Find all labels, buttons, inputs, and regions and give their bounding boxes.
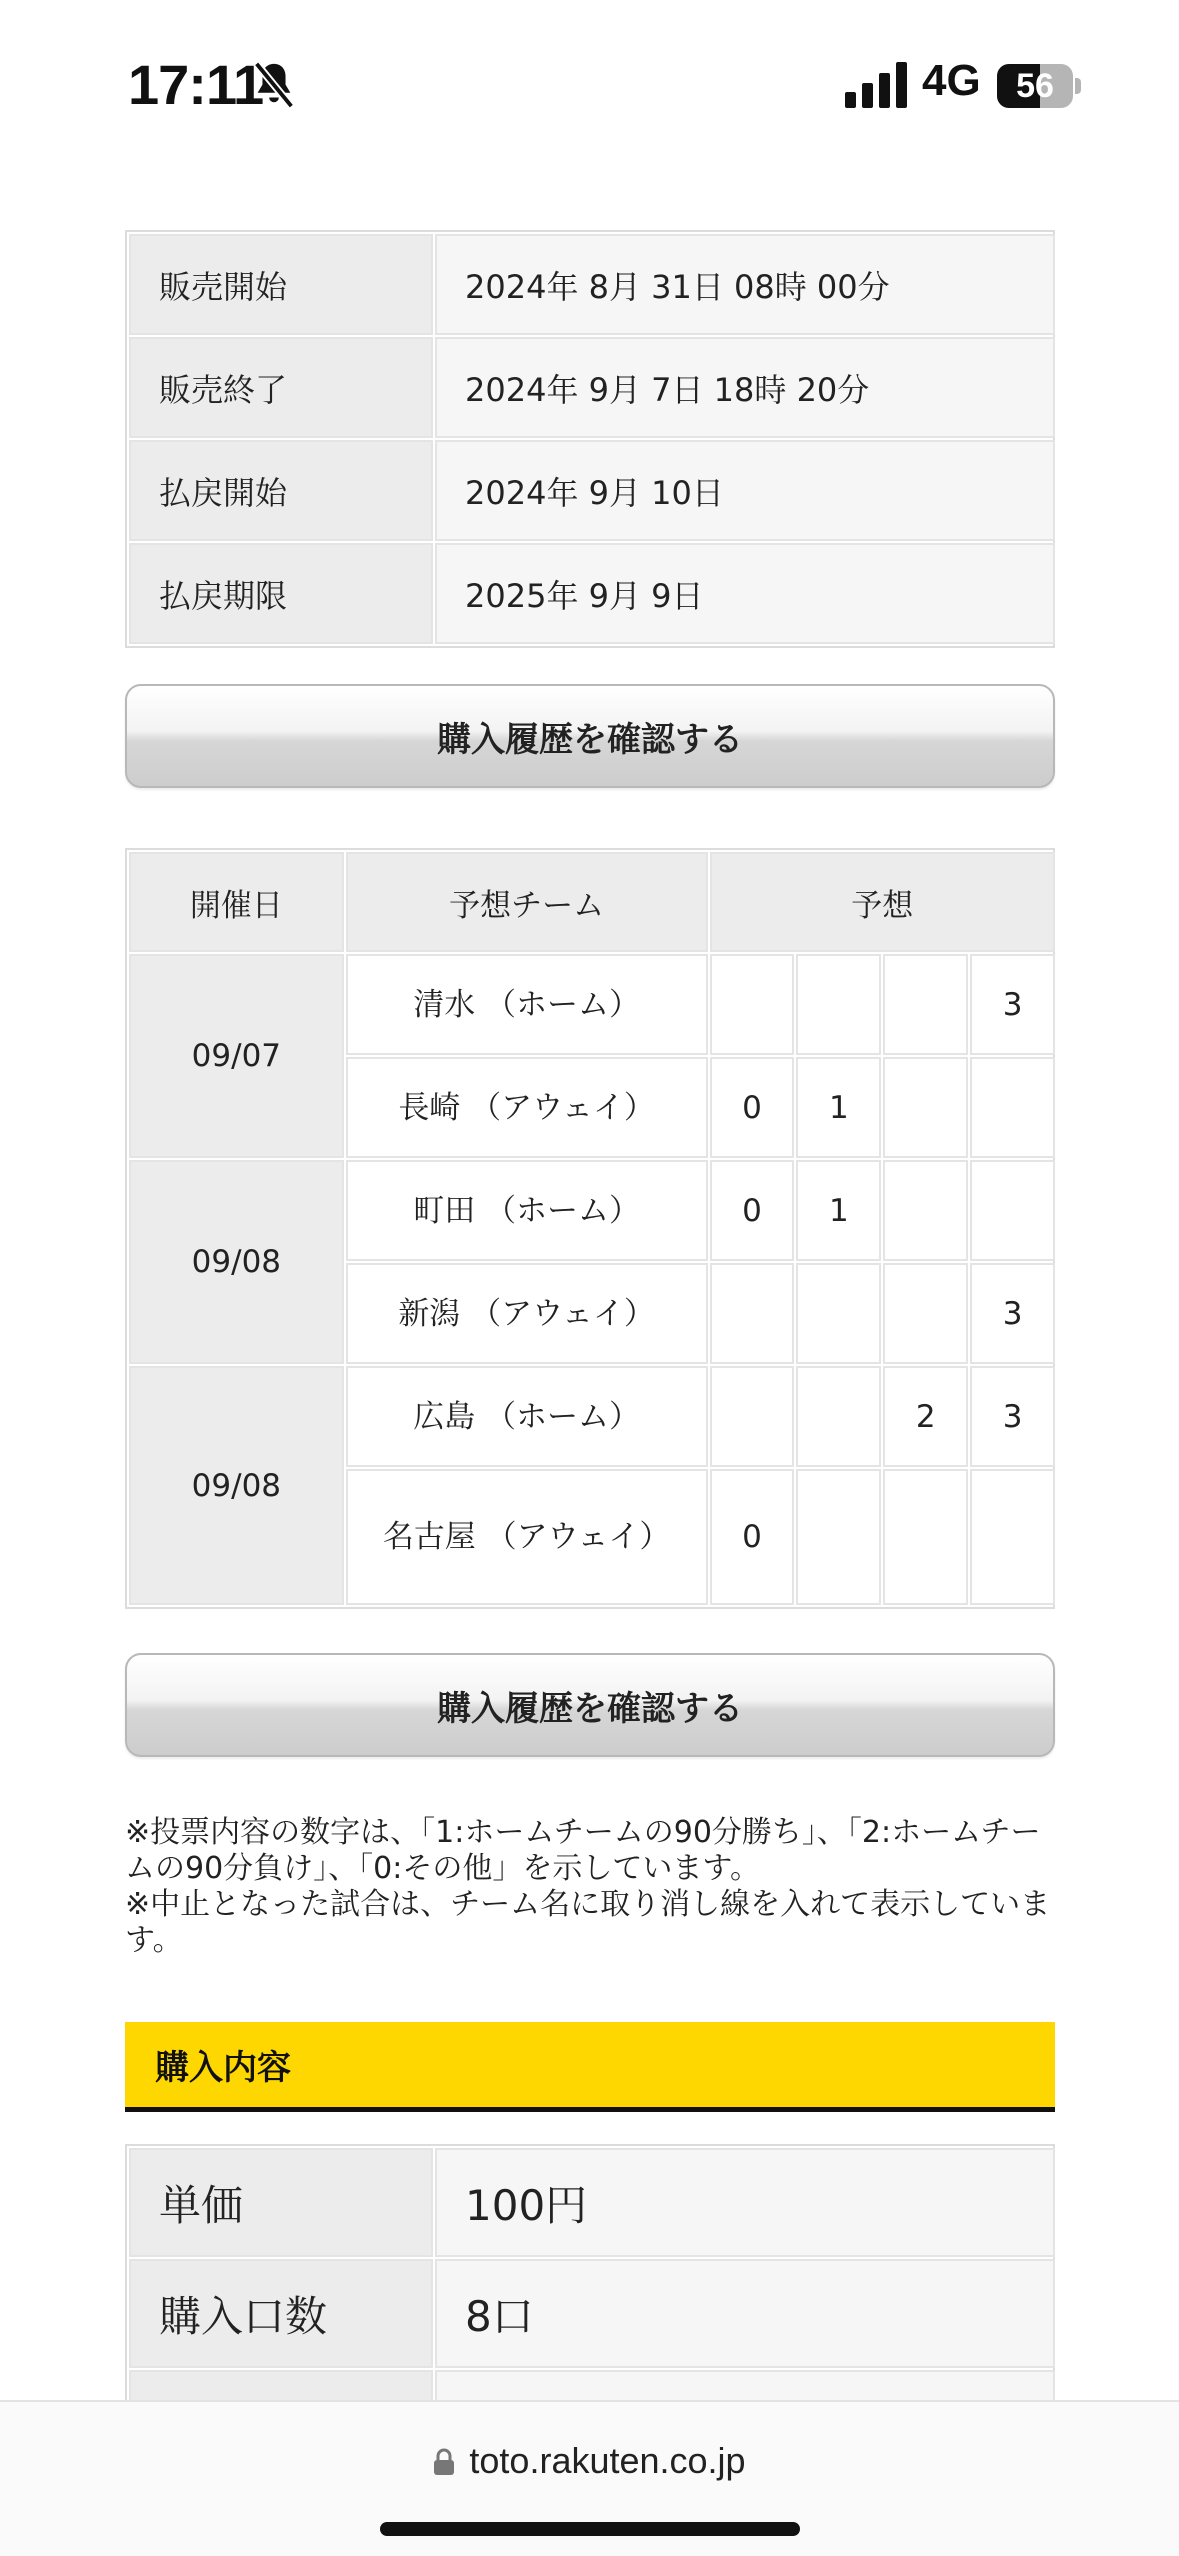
network-type: 4G [922,56,981,105]
match-row [129,954,1055,1055]
pick-cell [710,1366,795,1467]
sales-info-row [129,440,1055,541]
pick-cell [970,1160,1055,1261]
sales-info-row [129,543,1055,644]
bell-slash-icon [250,60,298,110]
pick-cell [883,1160,968,1261]
purchase-history-button[interactable]: 購入履歴を確認する [125,1653,1055,1757]
purchase-section [125,2022,1055,2112]
unit-price-value: 100円 [435,2148,1055,2257]
pick-cell: 0 [710,1057,795,1158]
url-display[interactable] [0,2440,1179,2482]
pick-cell [796,1263,881,1364]
pick-cell: 2 [883,1366,968,1467]
units-label: 購入口数 [129,2259,433,2368]
payout-start-label: 払戻開始 [129,440,433,541]
battery-tip [1075,78,1081,94]
browser-address-bar[interactable] [0,2400,1179,2556]
header-date: 開催日 [129,852,344,952]
pick-cell: 3 [970,954,1055,1055]
pick-cell [710,954,795,1055]
pick-cell [970,1057,1055,1158]
units-value: 8口 [435,2259,1055,2368]
home-team: 広島 （ホーム） [346,1366,708,1467]
sales-info-row [129,337,1055,438]
away-team: 長崎 （アウェイ） [346,1057,708,1158]
payout-start-value: 2024年 9月 10日 [435,440,1055,541]
sales-end-label: 販売終了 [129,337,433,438]
home-team: 清水 （ホーム） [346,954,708,1055]
match-date: 09/07 [129,954,344,1158]
sales-info-table [127,232,1057,646]
note-legend: ※投票内容の数字は、「1:ホームチームの90分勝ち」、「2:ホームチームの90分負け」、「0:その他」を示しています。 [125,1815,1041,1886]
header-team: 予想チーム [346,852,708,952]
pick-cell [883,954,968,1055]
signal-icon [845,62,907,108]
pick-cell [883,1057,968,1158]
purchase-row [129,2259,1055,2368]
payout-deadline-value: 2025年 9月 9日 [435,543,1055,644]
match-row [129,1160,1055,1261]
home-indicator[interactable] [380,2522,800,2536]
status-time: 17:11 [128,53,264,116]
url-text: toto.rakuten.co.jp [469,2440,746,2481]
prediction-table [127,850,1057,1607]
pick-cell: 0 [710,1160,795,1261]
header-pick: 予想 [710,852,1055,952]
sales-start-label: 販売開始 [129,234,433,335]
pick-cell [883,1263,968,1364]
unit-price-label: 単価 [129,2148,433,2257]
pick-cell [796,1469,881,1605]
notes-section [125,1815,1055,1959]
match-row [129,1366,1055,1467]
prediction-section [125,848,1055,1609]
payout-deadline-label: 払戻期限 [129,543,433,644]
pick-cell [710,1263,795,1364]
home-team: 町田 （ホーム） [346,1160,708,1261]
pick-cell: 3 [970,1366,1055,1467]
battery-percent: 56 [1016,67,1054,105]
status-bar [0,0,1179,175]
sales-end-value: 2024年 9月 7日 18時 20分 [435,337,1055,438]
pick-cell: 0 [710,1469,795,1605]
match-date: 09/08 [129,1160,344,1364]
away-team: 名古屋 （アウェイ） [346,1469,708,1605]
match-date: 09/08 [129,1366,344,1605]
note-cancelled: ※中止となった試合は、チーム名に取り消し線を入れて表示しています。 [125,1887,1051,1958]
purchase-row [129,2148,1055,2257]
sales-info-section [125,230,1055,648]
pick-cell [796,954,881,1055]
prediction-header-row [129,852,1055,952]
pick-cell: 1 [796,1160,881,1261]
battery-icon [997,64,1073,108]
pick-cell: 3 [970,1263,1055,1364]
purchase-history-button[interactable]: 購入履歴を確認する [125,684,1055,788]
purchase-section-title: 購入内容 [125,2022,1055,2112]
pick-cell [796,1366,881,1467]
sales-start-value: 2024年 8月 31日 08時 00分 [435,234,1055,335]
pick-cell [883,1469,968,1605]
pick-cell [970,1469,1055,1605]
pick-cell: 1 [796,1057,881,1158]
away-team: 新潟 （アウェイ） [346,1263,708,1364]
sales-info-row [129,234,1055,335]
lock-icon [433,2448,455,2476]
